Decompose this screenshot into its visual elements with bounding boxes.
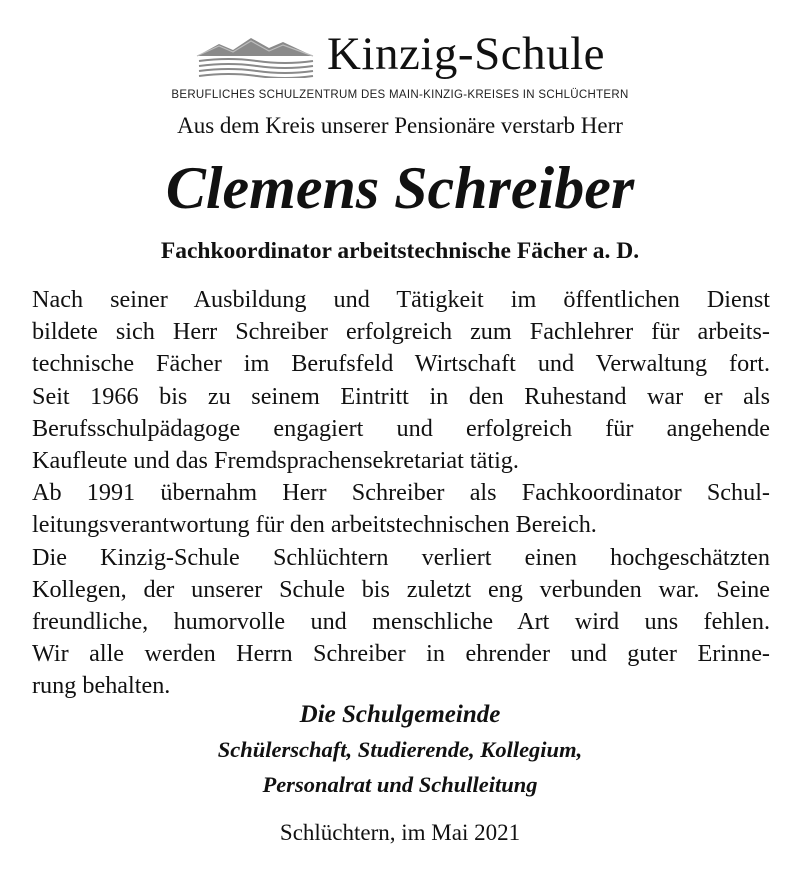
body-line: Kollegen, der unserer Schule bis zuletzt eng verbunden war. Seine: [32, 575, 770, 603]
body-line: technische Fächer im Berufsfeld Wirtschaft und Verwaltung fort.: [32, 350, 770, 378]
signature-line: Personalrat und Schulleitung: [262, 772, 538, 797]
deceased-role: Fachkoordinator arbeitstechnische Fächer a. D.: [160, 238, 640, 264]
deceased-name: Clemens Schreiber: [165, 155, 635, 221]
school-logo: [0, 24, 800, 84]
body-line: freundliche, humorvolle und menschliche Art wird uns fehlen.: [32, 607, 770, 635]
body-line: Seit 1966 bis zu seinem Eintritt in den Ruhestand war er als: [32, 382, 770, 410]
place-date: Schlüchtern, im Mai 2021: [279, 820, 521, 845]
body-line: leitungsverantwortung für den arbeitstechnischen Bereich.: [32, 511, 597, 539]
school-subtitle: BERUFLICHES SCHULZENTRUM DES MAIN-KINZIG-KREISES IN SCHLÜCHTERN: [171, 89, 629, 101]
body-line: Wir alle werden Herrn Schreiber in ehrender und guter Erinne-: [32, 640, 770, 668]
body-line: bildete sich Herr Schreiber erfolgreich zum Fachlehrer für arbeits-: [32, 318, 770, 346]
intro-text: Aus dem Kreis unserer Pensionäre verstarb Herr: [177, 113, 623, 138]
signature-main: Die Schulgemeinde: [299, 701, 501, 728]
body-line: rung behalten.: [32, 672, 171, 700]
body-line: Ab 1991 übernahm Herr Schreiber als Fachkoordinator Schul-: [32, 479, 770, 507]
mountains-water-icon: [195, 30, 315, 78]
obituary-body: [32, 284, 770, 702]
school-name: Kinzig-Schule: [327, 27, 605, 80]
body-line: Die Kinzig-Schule Schlüchtern verliert einen hochgeschätzten: [32, 543, 770, 571]
signature-line: Schülerschaft, Studierende, Kollegium,: [217, 737, 583, 762]
body-line: Nach seiner Ausbildung und Tätigkeit im öffentlichen Dienst: [32, 286, 770, 313]
body-line: Berufsschulpädagoge engagiert und erfolgreich für angehende: [32, 414, 770, 442]
body-line: Kaufleute und das Fremdsprachensekretariat tätig.: [32, 446, 519, 474]
